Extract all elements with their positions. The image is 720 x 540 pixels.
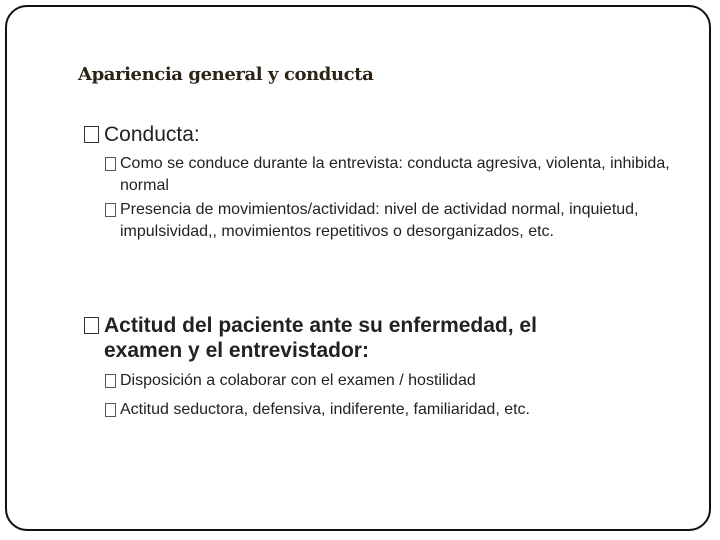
bullet-list (105, 153, 680, 243)
square-bullet-icon (105, 374, 116, 388)
section-actitud (84, 313, 537, 363)
section-heading: Conducta: (84, 122, 200, 147)
bullet-list (105, 370, 680, 421)
square-bullet-icon (105, 403, 116, 417)
list-item: Presencia de movimientos/actividad: nivel de actividad normal, inquietud, impulsividad,, movimientos repetitivos o desorganizados, etc. (105, 199, 680, 243)
square-bullet-icon (84, 317, 99, 334)
section-heading: Actitud del paciente ante su enfermedad, el (84, 313, 537, 338)
list-item: Actitud seductora, defensiva, indiferente, familiaridad, etc. (105, 399, 680, 421)
list-item: Como se conduce durante la entrevista: conducta agresiva, violenta, inhibida, normal (105, 153, 680, 197)
square-bullet-icon (105, 157, 116, 171)
square-bullet-icon (84, 126, 99, 143)
section-heading-continued: examen y el entrevistador: (104, 339, 369, 362)
slide-title: Apariencia general y conducta (78, 64, 374, 85)
section-conducta (84, 122, 200, 147)
square-bullet-icon (105, 203, 116, 217)
list-item: Disposición a colaborar con el examen / hostilidad (105, 370, 680, 392)
